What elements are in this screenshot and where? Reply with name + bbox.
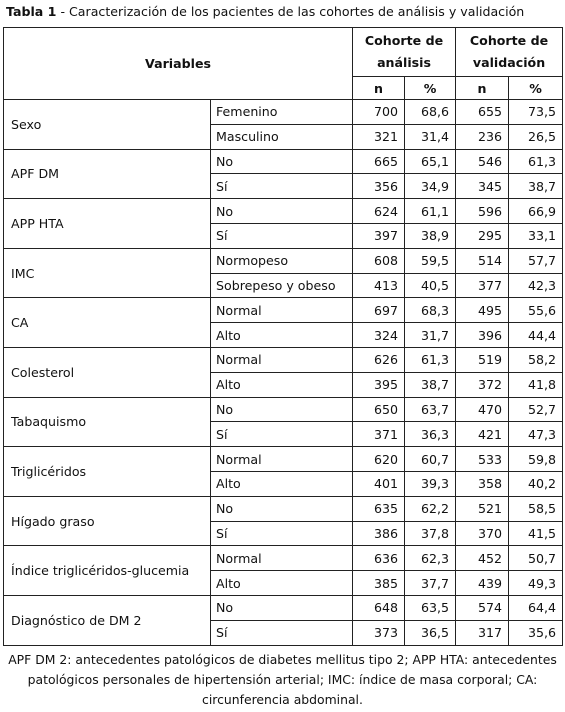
header-cohort-analysis-line2: análisis bbox=[377, 55, 431, 70]
pct-validation-cell: 66,9 bbox=[509, 199, 563, 224]
pct-validation-cell: 35,6 bbox=[509, 620, 563, 645]
table-row bbox=[4, 149, 563, 174]
variable-cell: Índice triglicéridos-glucemia bbox=[4, 546, 211, 596]
n-analysis-cell: 356 bbox=[353, 174, 405, 199]
pct-analysis-cell: 36,3 bbox=[405, 422, 456, 447]
n-analysis-cell: 413 bbox=[353, 273, 405, 298]
header-n-validation: n bbox=[456, 77, 509, 100]
table-row bbox=[4, 397, 563, 422]
pct-validation-cell: 55,6 bbox=[509, 298, 563, 323]
n-analysis-cell: 397 bbox=[353, 223, 405, 248]
n-analysis-cell: 620 bbox=[353, 447, 405, 472]
pct-analysis-cell: 34,9 bbox=[405, 174, 456, 199]
pct-validation-cell: 41,8 bbox=[509, 372, 563, 397]
pct-validation-cell: 52,7 bbox=[509, 397, 563, 422]
pct-validation-cell: 41,5 bbox=[509, 521, 563, 546]
footnote-line: circunferencia abdominal. bbox=[202, 692, 363, 707]
n-analysis-cell: 700 bbox=[353, 100, 405, 125]
category-cell: Masculino bbox=[211, 124, 353, 149]
pct-validation-cell: 38,7 bbox=[509, 174, 563, 199]
header-cohort-analysis bbox=[353, 28, 456, 77]
n-analysis-cell: 650 bbox=[353, 397, 405, 422]
n-analysis-cell: 636 bbox=[353, 546, 405, 571]
category-cell: No bbox=[211, 199, 353, 224]
header-n-analysis: n bbox=[353, 77, 405, 100]
variable-cell: IMC bbox=[4, 248, 211, 298]
category-cell: Alto bbox=[211, 372, 353, 397]
header-cohort-validation bbox=[456, 28, 563, 77]
n-validation-cell: 521 bbox=[456, 496, 509, 521]
patients-table bbox=[3, 27, 563, 646]
category-cell: Femenino bbox=[211, 100, 353, 125]
category-cell: Sí bbox=[211, 174, 353, 199]
n-analysis-cell: 324 bbox=[353, 323, 405, 348]
category-cell: Normal bbox=[211, 546, 353, 571]
pct-analysis-cell: 68,3 bbox=[405, 298, 456, 323]
variable-cell: Hígado graso bbox=[4, 496, 211, 546]
table-footnote bbox=[0, 650, 565, 710]
pct-validation-cell: 57,7 bbox=[509, 248, 563, 273]
n-validation-cell: 439 bbox=[456, 571, 509, 596]
variable-cell: Diagnóstico de DM 2 bbox=[4, 595, 211, 645]
n-analysis-cell: 401 bbox=[353, 471, 405, 496]
n-analysis-cell: 395 bbox=[353, 372, 405, 397]
table-caption bbox=[6, 4, 524, 20]
pct-validation-cell: 33,1 bbox=[509, 223, 563, 248]
n-validation-cell: 514 bbox=[456, 248, 509, 273]
category-cell: No bbox=[211, 149, 353, 174]
n-validation-cell: 421 bbox=[456, 422, 509, 447]
category-cell: Normopeso bbox=[211, 248, 353, 273]
n-validation-cell: 452 bbox=[456, 546, 509, 571]
category-cell: Normal bbox=[211, 347, 353, 372]
category-cell: No bbox=[211, 595, 353, 620]
n-validation-cell: 470 bbox=[456, 397, 509, 422]
pct-validation-cell: 64,4 bbox=[509, 595, 563, 620]
n-validation-cell: 372 bbox=[456, 372, 509, 397]
pct-analysis-cell: 63,5 bbox=[405, 595, 456, 620]
variable-cell: Triglicéridos bbox=[4, 447, 211, 497]
n-validation-cell: 574 bbox=[456, 595, 509, 620]
table-row bbox=[4, 496, 563, 521]
n-analysis-cell: 624 bbox=[353, 199, 405, 224]
table-row bbox=[4, 347, 563, 372]
category-cell: No bbox=[211, 496, 353, 521]
category-cell: Sí bbox=[211, 620, 353, 645]
footnote-line: APF DM 2: antecedentes patológicos de diabetes mellitus tipo 2; APP HTA: antecedentes bbox=[8, 652, 557, 667]
n-validation-cell: 377 bbox=[456, 273, 509, 298]
pct-analysis-cell: 37,7 bbox=[405, 571, 456, 596]
variable-cell: CA bbox=[4, 298, 211, 348]
n-analysis-cell: 371 bbox=[353, 422, 405, 447]
pct-validation-cell: 58,2 bbox=[509, 347, 563, 372]
n-analysis-cell: 648 bbox=[353, 595, 405, 620]
pct-analysis-cell: 65,1 bbox=[405, 149, 456, 174]
table-row bbox=[4, 546, 563, 571]
n-validation-cell: 358 bbox=[456, 471, 509, 496]
table-body bbox=[4, 100, 563, 646]
n-analysis-cell: 635 bbox=[353, 496, 405, 521]
n-analysis-cell: 626 bbox=[353, 347, 405, 372]
n-analysis-cell: 385 bbox=[353, 571, 405, 596]
n-validation-cell: 236 bbox=[456, 124, 509, 149]
n-validation-cell: 370 bbox=[456, 521, 509, 546]
pct-analysis-cell: 61,1 bbox=[405, 199, 456, 224]
n-validation-cell: 546 bbox=[456, 149, 509, 174]
n-validation-cell: 317 bbox=[456, 620, 509, 645]
header-variables: Variables bbox=[4, 28, 353, 100]
pct-validation-cell: 47,3 bbox=[509, 422, 563, 447]
caption-text: - Caracterización de los pacientes de las cohortes de análisis y validación bbox=[56, 4, 525, 19]
pct-analysis-cell: 59,5 bbox=[405, 248, 456, 273]
category-cell: Normal bbox=[211, 447, 353, 472]
table-row bbox=[4, 100, 563, 125]
pct-analysis-cell: 38,9 bbox=[405, 223, 456, 248]
category-cell: No bbox=[211, 397, 353, 422]
header-cohort-validation-line2: validación bbox=[472, 55, 546, 70]
table-row bbox=[4, 199, 563, 224]
n-validation-cell: 533 bbox=[456, 447, 509, 472]
n-analysis-cell: 386 bbox=[353, 521, 405, 546]
category-cell: Alto bbox=[211, 571, 353, 596]
caption-label: Tabla 1 bbox=[6, 4, 57, 19]
n-validation-cell: 655 bbox=[456, 100, 509, 125]
n-analysis-cell: 373 bbox=[353, 620, 405, 645]
category-cell: Sí bbox=[211, 521, 353, 546]
pct-validation-cell: 73,5 bbox=[509, 100, 563, 125]
pct-analysis-cell: 60,7 bbox=[405, 447, 456, 472]
n-validation-cell: 596 bbox=[456, 199, 509, 224]
header-pct-analysis: % bbox=[405, 77, 456, 100]
category-cell: Alto bbox=[211, 471, 353, 496]
pct-analysis-cell: 31,7 bbox=[405, 323, 456, 348]
pct-validation-cell: 61,3 bbox=[509, 149, 563, 174]
pct-validation-cell: 26,5 bbox=[509, 124, 563, 149]
header-cohort-validation-line1: Cohorte de bbox=[469, 33, 549, 48]
pct-validation-cell: 40,2 bbox=[509, 471, 563, 496]
pct-analysis-cell: 62,3 bbox=[405, 546, 456, 571]
table-row bbox=[4, 447, 563, 472]
pct-analysis-cell: 68,6 bbox=[405, 100, 456, 125]
pct-validation-cell: 50,7 bbox=[509, 546, 563, 571]
n-analysis-cell: 321 bbox=[353, 124, 405, 149]
pct-analysis-cell: 63,7 bbox=[405, 397, 456, 422]
variable-cell: Colesterol bbox=[4, 347, 211, 397]
category-cell: Sobrepeso y obeso bbox=[211, 273, 353, 298]
n-validation-cell: 495 bbox=[456, 298, 509, 323]
pct-validation-cell: 58,5 bbox=[509, 496, 563, 521]
table-row bbox=[4, 298, 563, 323]
pct-analysis-cell: 61,3 bbox=[405, 347, 456, 372]
pct-analysis-cell: 62,2 bbox=[405, 496, 456, 521]
category-cell: Normal bbox=[211, 298, 353, 323]
pct-analysis-cell: 40,5 bbox=[405, 273, 456, 298]
n-analysis-cell: 697 bbox=[353, 298, 405, 323]
n-validation-cell: 295 bbox=[456, 223, 509, 248]
table-row bbox=[4, 595, 563, 620]
variable-cell: Tabaquismo bbox=[4, 397, 211, 447]
pct-validation-cell: 42,3 bbox=[509, 273, 563, 298]
category-cell: Sí bbox=[211, 223, 353, 248]
pct-analysis-cell: 38,7 bbox=[405, 372, 456, 397]
n-analysis-cell: 608 bbox=[353, 248, 405, 273]
n-analysis-cell: 665 bbox=[353, 149, 405, 174]
pct-validation-cell: 49,3 bbox=[509, 571, 563, 596]
category-cell: Alto bbox=[211, 323, 353, 348]
pct-analysis-cell: 39,3 bbox=[405, 471, 456, 496]
header-pct-validation: % bbox=[509, 77, 563, 100]
pct-validation-cell: 59,8 bbox=[509, 447, 563, 472]
pct-analysis-cell: 31,4 bbox=[405, 124, 456, 149]
n-validation-cell: 519 bbox=[456, 347, 509, 372]
variable-cell: APP HTA bbox=[4, 199, 211, 249]
pct-validation-cell: 44,4 bbox=[509, 323, 563, 348]
n-validation-cell: 396 bbox=[456, 323, 509, 348]
n-validation-cell: 345 bbox=[456, 174, 509, 199]
pct-analysis-cell: 37,8 bbox=[405, 521, 456, 546]
table-row bbox=[4, 248, 563, 273]
variable-cell: APF DM bbox=[4, 149, 211, 199]
header-cohort-analysis-line1: Cohorte de bbox=[364, 33, 444, 48]
pct-analysis-cell: 36,5 bbox=[405, 620, 456, 645]
footnote-line: patológicos personales de hipertensión arterial; IMC: índice de masa corporal; CA: bbox=[27, 672, 538, 687]
variable-cell: Sexo bbox=[4, 100, 211, 150]
category-cell: Sí bbox=[211, 422, 353, 447]
